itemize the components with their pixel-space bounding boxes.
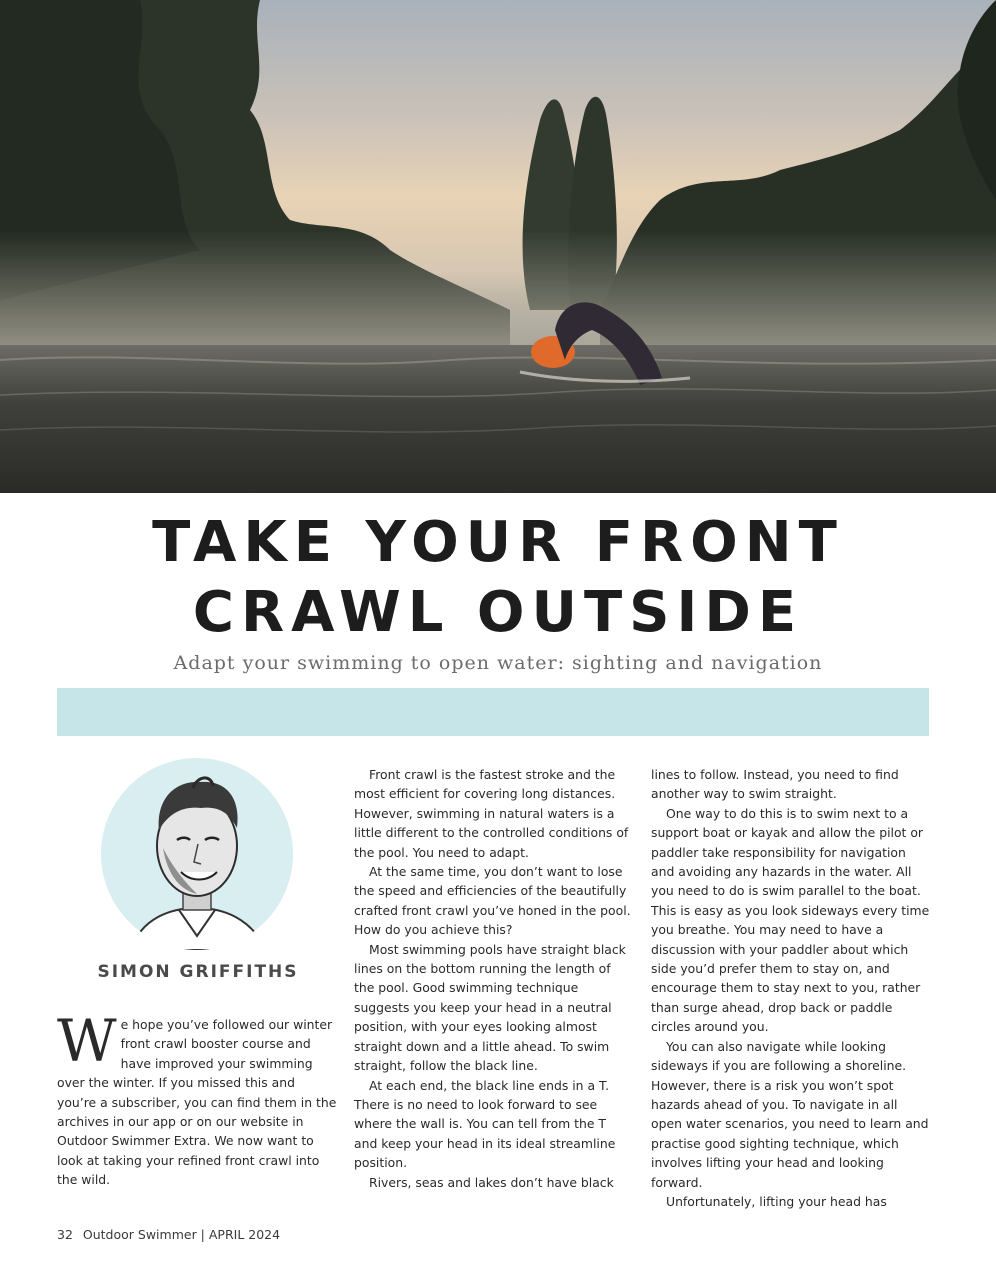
paragraph: One way to do this is to swim next to a support boat or kayak and allow the pilot or paddler take responsibility for navigation and avoiding any hazards in the water. All you need to do is swim parallel to the boat. This is easy as you look sideways every time you breathe. You may need to have a discussion with your paddler about which side you’d prefer them to stay on, and encourage them to stay next to you, rather than surge ahead, drop back or paddle circles around you. [651, 805, 930, 1035]
intro-text: e hope you’ve followed our winter front crawl booster course and have improved your swimming over the winter. If you missed this and you’re a subscriber, you can find them in the archives in our app or on our website in Outdoor Swimmer Extra. We now want to look at taking your refined front crawl into the wild. [57, 1017, 337, 1188]
author-name: SIMON GRIFFITHS [97, 962, 299, 982]
article-title [0, 508, 996, 648]
paragraph: You can also navigate while looking sideways if you are following a shoreline. However, there is a risk you won’t spot hazards ahead of you. To navigate in all open water scenarios, you need to learn and practise good sighting technique, which involves lifting your head and looking forward. [651, 1038, 929, 1190]
paragraph: Most swimming pools have straight black lines on the bottom running the length of the pool. Good swimming technique suggests you keep your head in a neutral position, with your eyes looking almost straight down and a little ahead. To swim straight, follow the black line. [354, 941, 626, 1074]
author-sketch [101, 758, 293, 950]
decorative-band [57, 688, 929, 736]
title-line-2: CRAWL OUTSIDE [192, 580, 804, 645]
publication-info: Outdoor Swimmer | APRIL 2024 [82, 1227, 281, 1242]
hero-photo [0, 0, 996, 493]
paragraph: Rivers, seas and lakes don’t have black [369, 1174, 614, 1190]
drop-cap: W [57, 1007, 117, 1075]
body-column-2 [354, 765, 632, 1192]
paragraph: Unfortunately, lifting your head has [666, 1193, 887, 1209]
author-portrait [101, 758, 293, 950]
paragraph: At each end, the black line ends in a T. There is no need to look forward to see where the wall is. You can tell from the T and keep your head in its ideal streamline position. [354, 1077, 616, 1171]
intro-paragraph [57, 1007, 338, 1190]
title-line-1: TAKE YOUR FRONT [152, 510, 844, 575]
paragraph-continued: lines to follow. Instead, you need to find another way to swim straight. [651, 767, 899, 802]
paragraph: At the same time, you don’t want to lose the speed and efficiencies of the beautifully crafted front crawl you’ve honed in the pool. How do you achieve this? [354, 864, 631, 938]
body-column-3 [651, 765, 931, 1211]
body-column-1 [57, 1007, 338, 1190]
hero-photo-scene [0, 0, 996, 493]
paragraph: Front crawl is the fastest stroke and the most efficient for covering long distances. However, swimming in natural waters is a little different to the controlled conditions of the pool. You need to adapt. [354, 767, 629, 860]
article-subtitle: Adapt your swimming to open water: sighting and navigation [173, 652, 823, 674]
page-number: 32 [57, 1227, 73, 1242]
page-footer [57, 1227, 286, 1242]
